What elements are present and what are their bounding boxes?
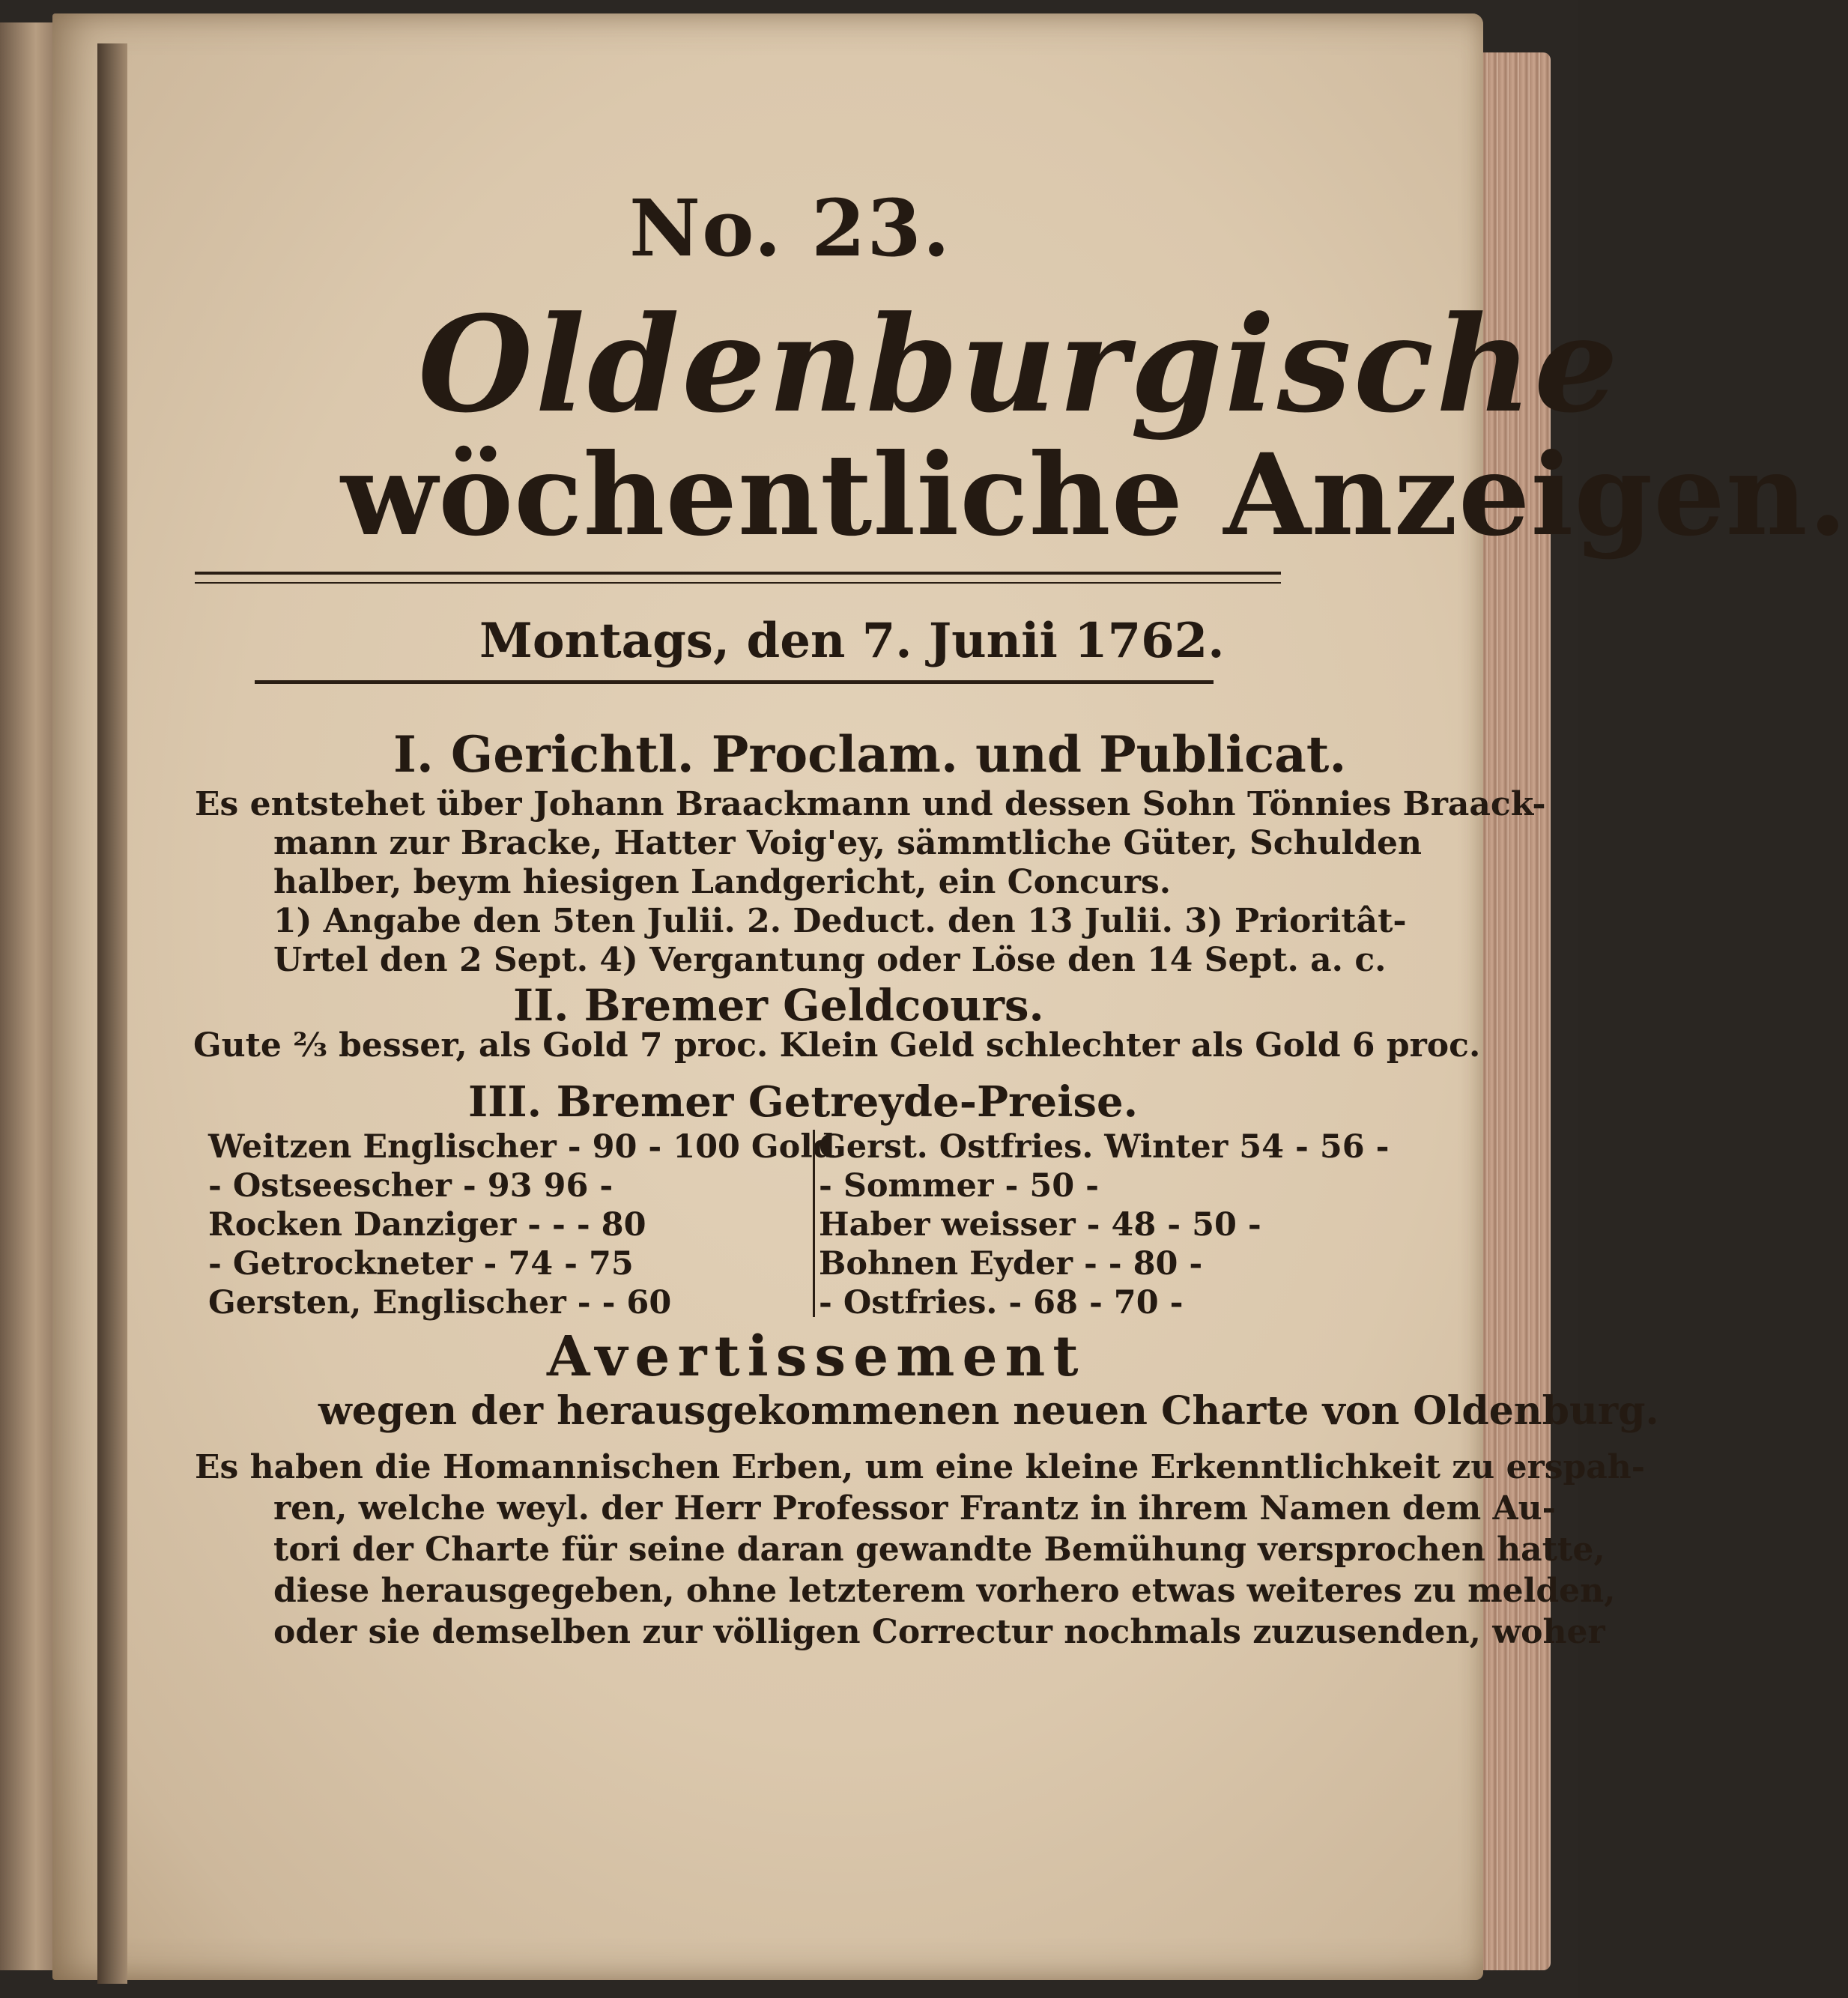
section-1-line: 1) Angabe den 5ten Julii. 2. Deduct. den 13 Julii. 3) Prioritât-	[273, 902, 1407, 940]
section-3-heading: III. Bremer Getreyde-Preise.	[468, 1077, 1139, 1127]
table-row	[208, 1284, 1354, 1323]
section-2-line: Gute ⅔ besser, als Gold 7 proc. Klein Geld schlechter als Gold 6 proc.	[193, 1026, 1481, 1065]
avertissement-line: oder sie demselben zur völligen Correctur nochmals zuzusenden, woher	[273, 1613, 1605, 1651]
avertissement-subheading: wegen der herausgekommenen neuen Charte von Oldenburg.	[318, 1388, 1659, 1434]
dateline-rule	[255, 680, 1214, 688]
issue-number: No. 23.	[629, 182, 951, 274]
table-row	[208, 1206, 1354, 1245]
table-cell-right: Gerst. Ostfries. Winter 54 - 56 -	[819, 1128, 1390, 1166]
table-cell-right: - Sommer - 50 -	[819, 1167, 1100, 1205]
masthead-title-line1: Oldenburgische	[418, 287, 1621, 442]
table-cell-right: Haber weisser - 48 - 50 -	[819, 1206, 1261, 1244]
section-1-line: halber, beym hiesigen Landgericht, ein Concurs.	[273, 863, 1172, 901]
section-1-line: Es entstehet über Johann Braackmann und dessen Sohn Tönnies Braack-	[195, 785, 1546, 823]
masthead-title-line2: wöchentliche Anzeigen.	[341, 429, 1848, 561]
section-1-line: mann zur Bracke, Hatter Voig'ey, sämmtliche Güter, Schulden	[273, 824, 1422, 862]
avertissement-line: ren, welche weyl. der Herr Professor Frantz in ihrem Namen dem Au-	[273, 1489, 1556, 1528]
table-row	[208, 1245, 1354, 1284]
table-cell-left: - Getrockneter - 74 - 75	[208, 1245, 634, 1283]
section-2-heading: II. Bremer Geldcours.	[513, 980, 1044, 1031]
avertissement-line: tori der Charte für seine daran gewandte Bemühung versprochen hatte,	[273, 1531, 1605, 1569]
table-cell-left: Weitzen Englischer - 90 - 100 Gold	[208, 1128, 835, 1166]
section-1-line: Urtel den 2 Sept. 4) Vergantung oder Löse den 14 Sept. a. c.	[273, 941, 1387, 979]
table-cell-right: Bohnen Eyder - - 80 -	[819, 1245, 1203, 1283]
table-cell-right: - Ostfries. - 68 - 70 -	[819, 1284, 1184, 1322]
left-page-edge	[0, 22, 60, 1970]
table-cell-left: Rocken Danziger - - - 80	[208, 1206, 646, 1244]
grain-price-table	[208, 1128, 1390, 1323]
masthead-rule	[195, 572, 1281, 584]
table-row	[208, 1128, 1390, 1167]
table-cell-left: Gersten, Englischer - - 60	[208, 1284, 672, 1322]
table-row	[208, 1167, 1354, 1206]
book-gutter	[97, 43, 127, 1984]
dateline: Montags, den 7. Junii 1762.	[479, 613, 1225, 669]
newspaper-page	[52, 13, 1848, 1980]
table-cell-left: - Ostseescher - 93 96 -	[208, 1167, 614, 1205]
avertissement-heading: Avertissement	[547, 1325, 1086, 1389]
section-1-heading: I. Gerichtl. Proclam. und Publicat.	[393, 725, 1347, 784]
avertissement-line: diese herausgegeben, ohne letzterem vorhero etwas weiteres zu melden,	[273, 1572, 1616, 1610]
avertissement-line: Es haben die Homannischen Erben, um eine kleine Erkenntlichkeit zu erspah-	[195, 1448, 1646, 1486]
